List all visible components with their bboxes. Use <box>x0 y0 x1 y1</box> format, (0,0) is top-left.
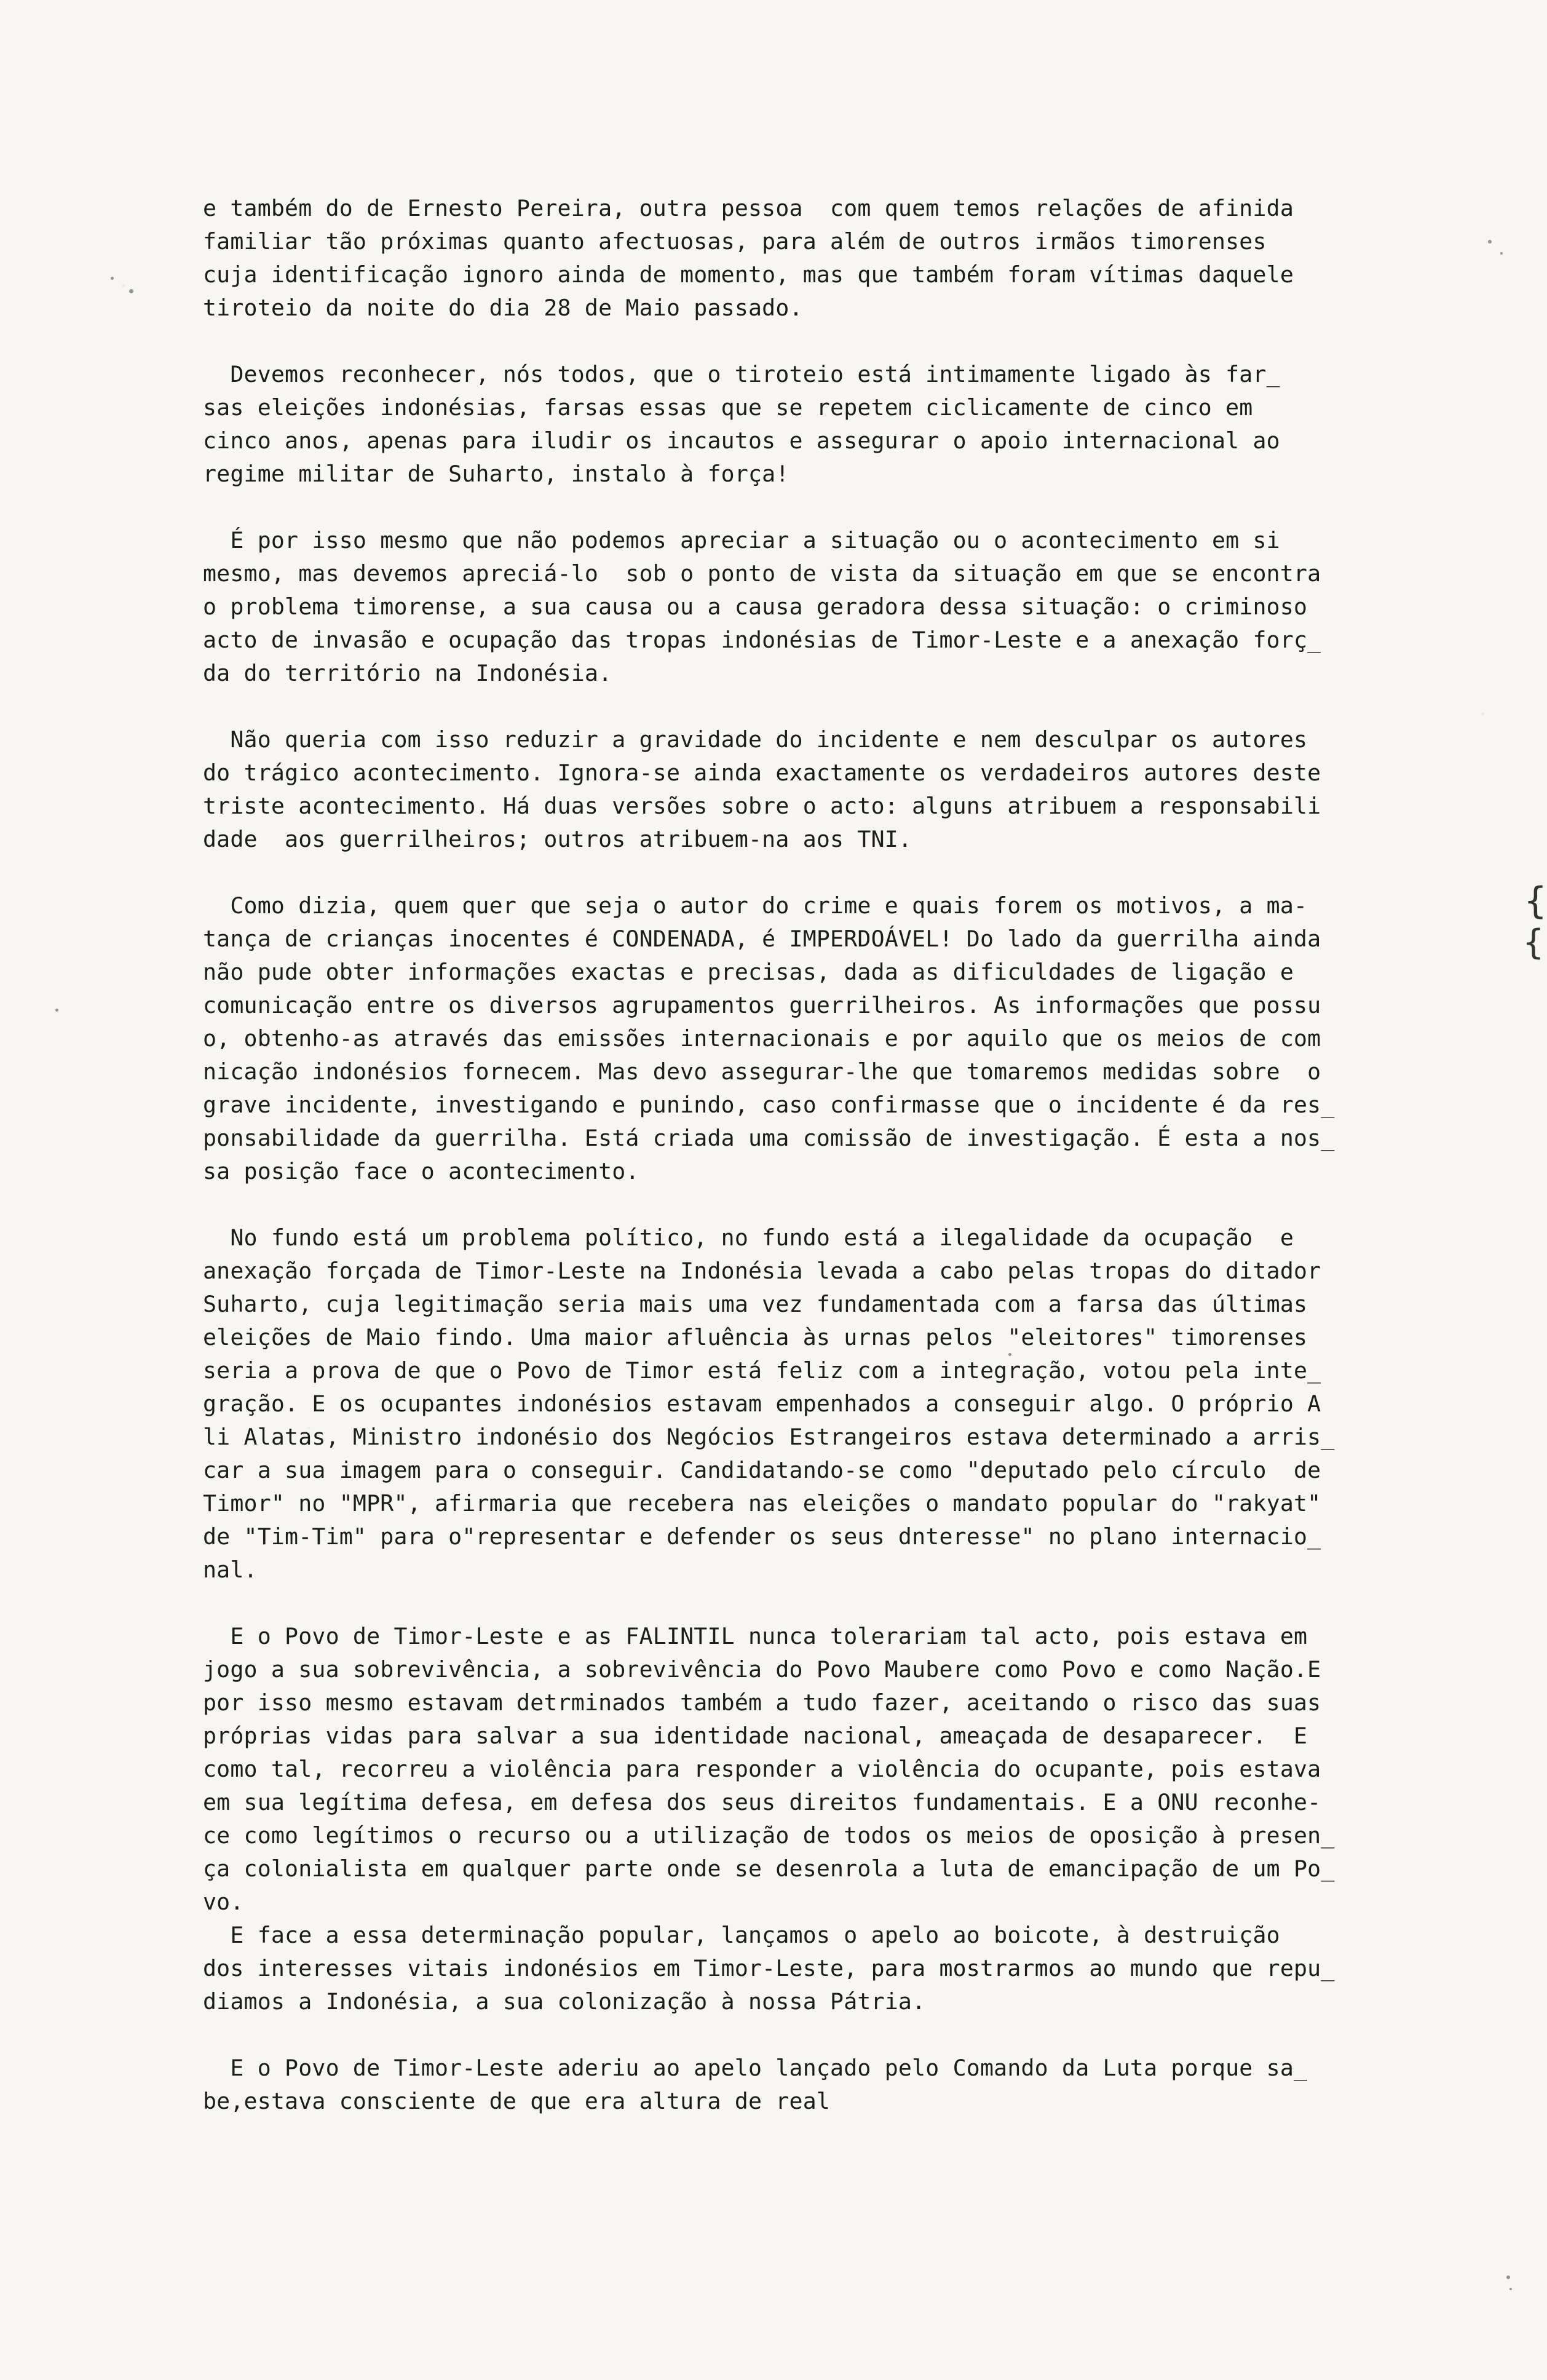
text-line: E o Povo de Timor-Leste aderiu ao apelo lançado pelo Comando da Luta porque sa_ <box>203 2055 1308 2081</box>
scan-speck <box>55 1009 58 1012</box>
text-line: dos interesses vitais indonésios em Timor-Leste, para mostrarmos ao mundo que repu_ <box>203 1955 1335 1981</box>
text-line: vo. <box>203 1889 244 1915</box>
text-line: car a sua imagem para o conseguir. Candidatando-se como "deputado pelo círculo de <box>203 1457 1321 1483</box>
paragraph <box>203 1221 1451 1587</box>
text-line: nal. <box>203 1557 258 1583</box>
text-line: be,estava consciente de que era altura de real <box>203 2088 831 2114</box>
scan-speck <box>111 277 114 280</box>
text-line: de "Tim-Tim" para o"representar e defender os seus dnteresse" no plano internacio_ <box>203 1523 1321 1550</box>
text-line: não pude obter informações exactas e precisas, dada as dificuldades de ligação e <box>203 959 1294 985</box>
text-line: o problema timorense, a sua causa ou a causa geradora dessa situação: o criminoso <box>203 593 1308 620</box>
text-line: como tal, recorreu a violência para responder a violência do ocupante, pois estava <box>203 1756 1321 1782</box>
paragraph-gap <box>203 856 1451 889</box>
margin-bracket-mark: { <box>1524 879 1547 922</box>
text-line: próprias vidas para salvar a sua identidade nacional, ameaçada de desaparecer. E <box>203 1723 1308 1749</box>
text-line: Timor" no "MPR", afirmaria que recebera nas eleições o mandato popular do "rakyat" <box>203 1490 1321 1517</box>
paragraph <box>203 1620 1451 1919</box>
text-line: da do território na Indonésia. <box>203 660 612 686</box>
paragraph <box>203 723 1451 856</box>
paragraph-gap <box>203 1188 1451 1221</box>
text-line: tiroteio da noite do dia 28 de Maio passado. <box>203 295 803 321</box>
text-line: li Alatas, Ministro indonésio dos Negócios Estrangeiros estava determinado a arris_ <box>203 1424 1335 1450</box>
text-line: familiar tão próximas quanto afectuosas, para além de outros irmãos timorenses <box>203 228 1267 255</box>
text-line: cinco anos, apenas para iludir os incautos e assegurar o apoio internacional ao <box>203 427 1280 454</box>
text-line: Como dizia, quem quer que seja o autor do crime e quais forem os motivos, a ma- <box>203 892 1308 919</box>
scan-speck <box>129 289 133 293</box>
text-line: e também do de Ernesto Pereira, outra pessoa com quem temos relações de afinida <box>203 195 1294 221</box>
text-line: gração. E os ocupantes indonésios estavam empenhados a conseguir algo. O próprio A <box>203 1390 1321 1417</box>
paragraph <box>203 192 1451 325</box>
text-line: grave incidente, investigando e punindo, caso confirmasse que o incidente é da res_ <box>203 1092 1335 1118</box>
text-line: do trágico acontecimento. Ignora-se ainda exactamente os verdadeiros autores deste <box>203 760 1321 786</box>
text-line: ce como legítimos o recurso ou a utilização de todos os meios de oposição à presen_ <box>203 1822 1335 1849</box>
paragraph-gap <box>203 690 1451 723</box>
text-line: No fundo está um problema político, no fundo está a ilegalidade da ocupação e <box>203 1224 1294 1251</box>
text-line: sas eleições indonésias, farsas essas que se repetem ciclicamente de cinco em <box>203 394 1253 421</box>
text-line: ça colonialista em qualquer parte onde se desenrola a luta de emancipação de um Po_ <box>203 1855 1335 1882</box>
text-line: regime militar de Suharto, instalo à força! <box>203 461 789 487</box>
paragraph <box>203 524 1451 690</box>
paragraph-gap <box>203 491 1451 524</box>
text-line: E o Povo de Timor-Leste e as FALINTIL nunca tolerariam tal acto, pois estava em <box>203 1623 1308 1649</box>
text-line: comunicação entre os diversos agrupamentos guerrilheiros. As informações que possu <box>203 992 1321 1018</box>
text-line: ponsabilidade da guerrilha. Está criada uma comissão de investigação. É esta a nos_ <box>203 1125 1335 1151</box>
text-line: o, obtenho-as através das emissões internacionais e por aquilo que os meios de com <box>203 1025 1321 1052</box>
text-line: eleições de Maio findo. Uma maior afluência às urnas pelos "eleitores" timorenses <box>203 1324 1308 1351</box>
scan-speck <box>1509 2288 1512 2290</box>
text-line: diamos a Indonésia, a sua colonização à nossa Pátria. <box>203 1988 926 2015</box>
paragraph <box>203 889 1451 1188</box>
scan-speck <box>1008 1353 1011 1356</box>
text-line: mesmo, mas devemos apreciá-lo sob o ponto de vista da situação em que se encontra <box>203 560 1321 587</box>
text-line: em sua legítima defesa, em defesa dos seus direitos fundamentais. E a ONU reconhe- <box>203 1789 1321 1815</box>
paragraph-gap <box>203 325 1451 358</box>
text-line: acto de invasão e ocupação das tropas indonésias de Timor-Leste e a anexação forç_ <box>203 627 1321 653</box>
text-line: tança de crianças inocentes é CONDENADA, é IMPERDOÁVEL! Do lado da guerrilha ainda <box>203 926 1321 952</box>
document-body <box>203 192 1451 2118</box>
text-line: seria a prova de que o Povo de Timor está feliz com a integração, votou pela inte_ <box>203 1357 1321 1384</box>
text-line: sa posição face o acontecimento. <box>203 1158 639 1184</box>
scan-speck <box>1500 252 1503 255</box>
text-line: jogo a sua sobrevivência, a sobrevivência do Povo Maubere como Povo e como Nação.E <box>203 1656 1321 1683</box>
paragraph <box>203 358 1451 491</box>
margin-bracket-mark: { <box>1522 922 1545 962</box>
text-line: É por isso mesmo que não podemos apreciar a situação ou o acontecimento em si <box>203 527 1280 553</box>
scan-speck <box>1506 2275 1510 2279</box>
scan-speck <box>1488 240 1492 244</box>
text-line: por isso mesmo estavam detrminados também a tudo fazer, aceitando o risco das suas <box>203 1689 1321 1716</box>
text-line: E face a essa determinação popular, lançamos o apelo ao boicote, à destruição <box>203 1922 1280 1948</box>
paragraph <box>203 1919 1451 2018</box>
text-line: Devemos reconhecer, nós todos, que o tiroteio está intimamente ligado às far_ <box>203 361 1280 387</box>
text-line: nicação indonésios fornecem. Mas devo assegurar-lhe que tomaremos medidas sobre o <box>203 1058 1321 1085</box>
paragraph-gap <box>203 2018 1451 2052</box>
text-line: anexação forçada de Timor-Leste na Indonésia levada a cabo pelas tropas do ditador <box>203 1258 1321 1284</box>
paragraph-gap <box>203 1587 1451 1620</box>
text-line: Não queria com isso reduzir a gravidade do incidente e nem desculpar os autores <box>203 726 1308 753</box>
text-line: triste acontecimento. Há duas versões sobre o acto: alguns atribuem a responsabili <box>203 793 1321 819</box>
paragraph <box>203 2052 1451 2118</box>
text-line: cuja identificação ignoro ainda de momento, mas que também foram vítimas daquele <box>203 261 1294 288</box>
text-line: dade aos guerrilheiros; outros atribuem-na aos TNI. <box>203 826 912 852</box>
text-line: Suharto, cuja legitimação seria mais uma vez fundamentada com a farsa das últimas <box>203 1291 1308 1317</box>
